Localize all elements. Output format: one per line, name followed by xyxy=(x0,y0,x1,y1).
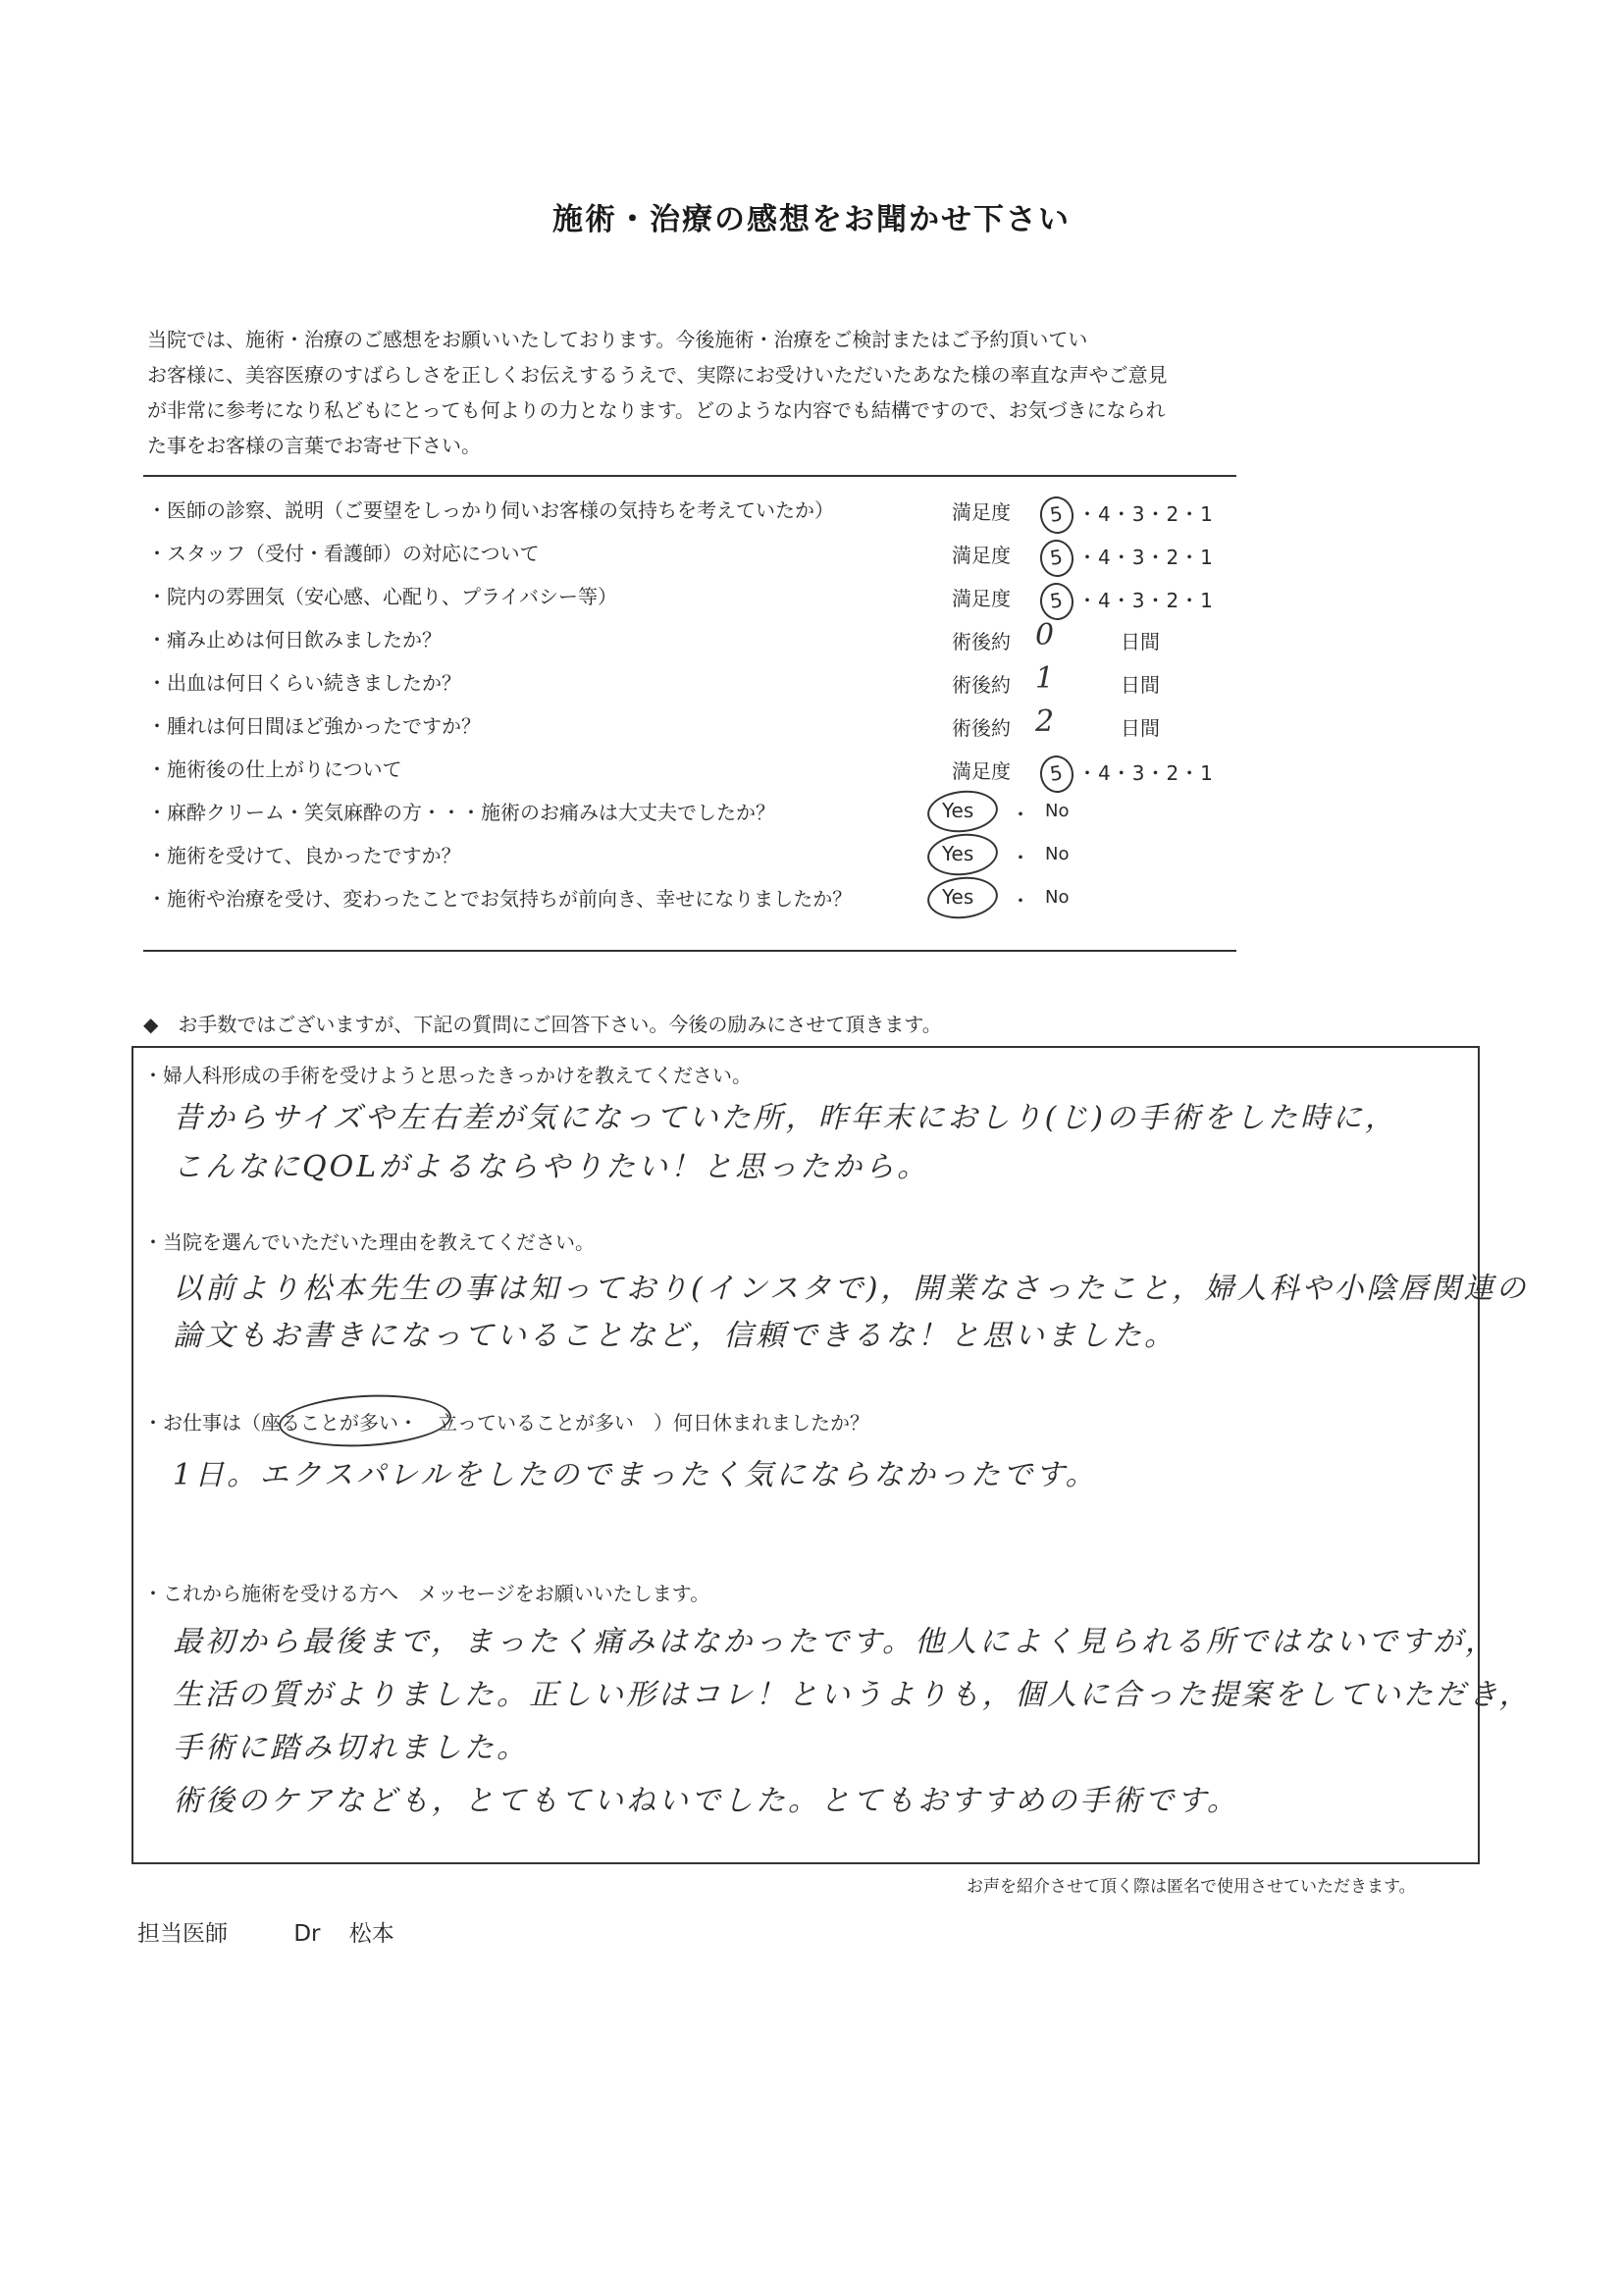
days-unit: 日間 xyxy=(1121,673,1160,697)
rating-scale: 5 ・4・3・2・1 xyxy=(1040,540,1214,577)
intro-text xyxy=(147,322,1236,463)
circled-rating: 5 xyxy=(1038,538,1076,579)
rating-label: 満足度 xyxy=(952,500,1011,524)
intro-line: た事をお客様の言葉でお寄せ下さい。 xyxy=(147,434,481,457)
question-row-staff xyxy=(147,530,1236,573)
handwritten-answer-1: 昔からサイズや左右差が気になっていた所，昨年末におしり(じ)の手術をした時に， xyxy=(173,1101,1398,1135)
yes-option: Yes xyxy=(942,799,974,822)
question-text: ・施術や治療を受け、変わったことでお気持ちが前向き、幸せになりましたか？ xyxy=(147,887,853,911)
question-text: ・施術を受けて、良かったですか？ xyxy=(147,844,461,867)
handwritten-answer-3: 1日。エクスパレルをしたのでまったく気にならなかったです。 xyxy=(173,1458,1098,1492)
handwritten-answer-4: 術後のケアなども，とてもていねいでした。とてもおすすめの手術です。 xyxy=(173,1784,1239,1818)
rating-scale: 5 ・4・3・2・1 xyxy=(1040,756,1214,793)
question-row-atmosphere xyxy=(147,573,1236,616)
question-text: ・医師の診察、説明（ご要望をしっかり伺いお客様の気持ちを考えていたか） xyxy=(147,498,834,522)
rating-scale: 5 ・4・3・2・1 xyxy=(1040,583,1214,620)
separator: ・ xyxy=(1011,889,1030,913)
bottom-divider xyxy=(143,950,1236,952)
question-text: ・施術後の仕上がりについて xyxy=(147,757,402,781)
doctor-name: 松本 xyxy=(348,1921,394,1947)
question-text: ・院内の雰囲気（安心感、心配り、プライバシー等） xyxy=(147,585,617,608)
doctor-prefix: Dr xyxy=(293,1921,321,1947)
question-row-satisfied xyxy=(147,832,1236,875)
box-question-1: ・婦人科形成の手術を受けようと思ったきっかけを教えてください。 xyxy=(143,1064,752,1087)
selected-option: 座ることが多い xyxy=(261,1411,398,1435)
intro-line: 当院では、施術・治療のご感想をお願いいたしております。今後施術・治療をご検討またはご予約頂いてい xyxy=(147,328,1088,351)
notice-text: ◆ お手数ではございますが、下記の質問にご回答下さい。今後の励みにさせて頂きます。 xyxy=(143,1013,942,1036)
circled-rating: 5 xyxy=(1038,754,1076,795)
handwritten-answer-2: 以前より松本先生の事は知っており(インスタで)，開業なさったこと，婦人科や小陰唇関連の xyxy=(173,1272,1529,1306)
separator: ・ xyxy=(1011,803,1030,826)
handwritten-answer-4: 手術に踏み切れました。 xyxy=(173,1731,529,1765)
handwritten-answer-4: 生活の質がよりました。正しい形はコレ！というよりも，個人に合った提案をしていただき， xyxy=(173,1678,1532,1712)
box-question-4: ・これから施術を受ける方へ メッセージをお願いいたします。 xyxy=(143,1582,710,1605)
rating-label: 満足度 xyxy=(952,544,1011,567)
question-text: ・スタッフ（受付・看護師）の対応について xyxy=(147,542,540,565)
no-option: No xyxy=(1045,801,1070,821)
handwritten-answer-2: 論文もお書きになっていることなど，信頼できるな！と思いました。 xyxy=(173,1319,1177,1353)
question-row-bleeding xyxy=(147,659,1236,703)
doctor-label: 担当医師 xyxy=(137,1921,228,1947)
circled-rating: 5 xyxy=(1038,495,1076,536)
rating-label: 満足度 xyxy=(952,759,1011,783)
free-answer-box xyxy=(131,1046,1532,1864)
question-text: ・出血は何日くらい続きましたか？ xyxy=(147,671,461,695)
separator: ・ xyxy=(1011,846,1030,869)
question-row-positive xyxy=(147,875,1236,918)
yes-option: Yes xyxy=(942,885,974,909)
days-prefix: 術後約 xyxy=(952,673,1011,697)
handwritten-answer-1: こんなにQOLがよるならやりたい！と思ったから。 xyxy=(173,1150,930,1184)
selection-circle xyxy=(278,1390,452,1450)
question-text: ・痛み止めは何日飲みましたか？ xyxy=(147,628,442,652)
box-question-3: ・お仕事は（座ることが多い・ 立っていることが多い ）何日休まれましたか？ xyxy=(143,1411,869,1435)
days-prefix: 術後約 xyxy=(952,630,1011,653)
no-option: No xyxy=(1045,844,1070,864)
intro-line: お客様に、美容医療のすばらしさを正しくお伝えするうえで、実際にお受けいただいたあなた様の率直な声やご意見 xyxy=(147,363,1168,387)
yes-option: Yes xyxy=(942,842,974,865)
days-prefix: 術後約 xyxy=(952,716,1011,740)
question-text: ・麻酔クリーム・笑気麻酔の方・・・施術のお痛みは大丈夫でしたか？ xyxy=(147,801,775,824)
page-title: 施術・治療の感想をお聞かせ下さい xyxy=(552,202,1071,237)
rating-label: 満足度 xyxy=(952,587,1011,610)
rating-scale: 5 ・4・3・2・1 xyxy=(1040,496,1214,534)
question-row-finish xyxy=(147,746,1236,789)
handwritten-days: 1 xyxy=(1035,661,1055,696)
handwritten-answer-4: 最初から最後まで，まったく痛みはなかったです。他人によく見られる所ではないですが， xyxy=(173,1625,1497,1659)
handwritten-days: 0 xyxy=(1035,618,1055,652)
days-unit: 日間 xyxy=(1121,630,1160,653)
question-row-doctor xyxy=(147,487,1236,530)
box-question-2: ・当院を選んでいただいた理由を教えてください。 xyxy=(143,1230,595,1254)
question-row-swelling xyxy=(147,703,1236,746)
circled-rating: 5 xyxy=(1038,581,1076,622)
top-divider xyxy=(143,475,1236,477)
anonymity-note: お声を紹介させて頂く際は匿名で使用させていただきます。 xyxy=(967,1877,1416,1897)
days-unit: 日間 xyxy=(1121,716,1160,740)
question-row-anesthesia xyxy=(147,789,1236,832)
intro-line: が非常に参考になり私どもにとっても何よりの力となります。どのような内容でも結構ですので、お気づきになられ xyxy=(147,398,1166,422)
handwritten-days: 2 xyxy=(1035,704,1055,739)
question-text: ・腫れは何日間ほど強かったですか？ xyxy=(147,714,481,738)
question-row-painkiller xyxy=(147,616,1236,659)
doctor-line xyxy=(137,1915,453,1948)
no-option: No xyxy=(1045,887,1070,908)
